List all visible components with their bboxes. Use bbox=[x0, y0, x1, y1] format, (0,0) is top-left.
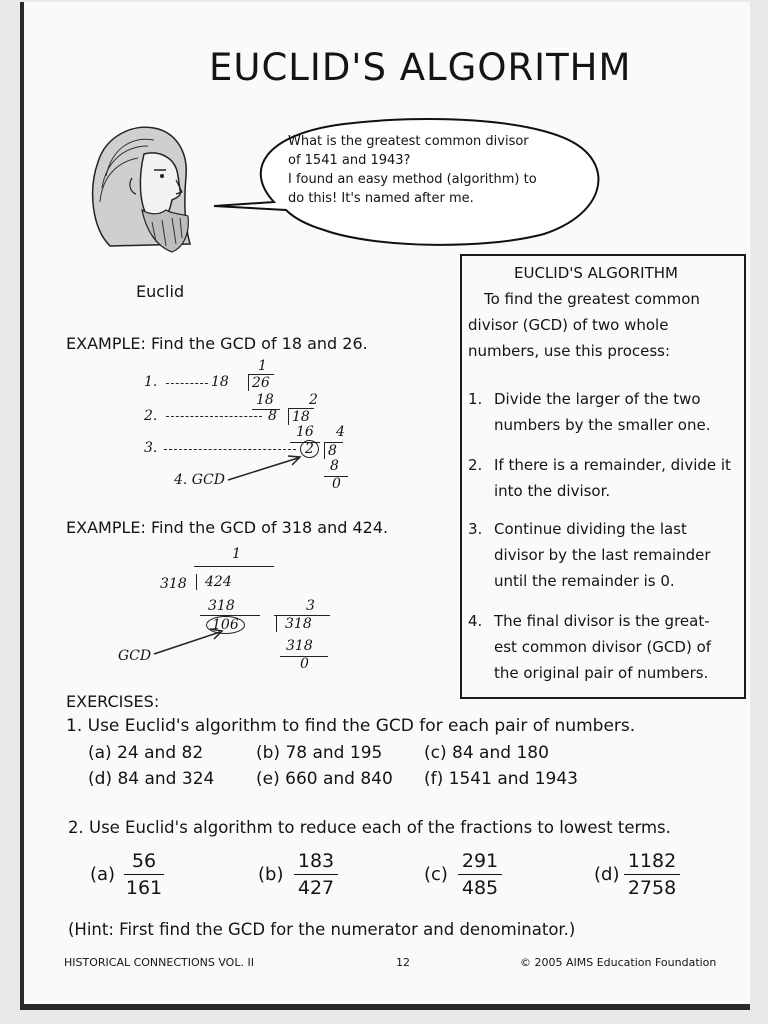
algorithm-step-line: Continue dividing the last bbox=[494, 520, 687, 538]
fraction bbox=[458, 850, 502, 899]
dividend: 18 bbox=[288, 408, 314, 425]
remainder: 0 bbox=[300, 656, 309, 672]
quotient: 4 bbox=[336, 424, 345, 440]
algorithm-step-line: If there is a remainder, divide it bbox=[494, 456, 731, 474]
step-label: 3. bbox=[144, 440, 158, 456]
numerator: 56 bbox=[124, 850, 164, 875]
fraction-label: (a) bbox=[90, 864, 116, 885]
algorithm-step-number: 2. bbox=[468, 456, 483, 474]
algorithm-step-number: 4. bbox=[468, 612, 483, 630]
algorithm-step-line: into the divisor. bbox=[494, 482, 611, 500]
speech-line: What is the greatest common divisor bbox=[288, 134, 529, 149]
divisor: 18 bbox=[211, 374, 229, 390]
exercise-pair: (b) 78 and 195 bbox=[256, 743, 383, 763]
dividend: 8 bbox=[324, 442, 343, 459]
gcd-circled-value: 106 bbox=[206, 616, 245, 634]
exercise-question-1: 1. Use Euclid's algorithm to find the GCD for each pair of numbers. bbox=[66, 716, 636, 736]
leader-line bbox=[164, 449, 296, 450]
algorithm-step-number: 1. bbox=[468, 390, 483, 408]
algorithm-intro-line: divisor (GCD) of two whole bbox=[468, 316, 669, 334]
leader-line bbox=[166, 416, 262, 417]
gcd-circled-value: 2 bbox=[300, 440, 319, 458]
algorithm-step-line: divisor by the last remainder bbox=[494, 546, 711, 564]
exercise-pair: (e) 660 and 840 bbox=[256, 769, 393, 789]
page-title: EUCLID'S ALGORITHM bbox=[209, 46, 632, 89]
step-label: 4. GCD bbox=[174, 472, 225, 488]
numerator: 1182 bbox=[624, 850, 680, 875]
dividend: 424 bbox=[196, 574, 236, 590]
algorithm-step-line: Divide the larger of the two bbox=[494, 390, 701, 408]
step-label: 1. bbox=[144, 374, 158, 390]
dividend: 318 bbox=[276, 616, 316, 632]
hint-text: (Hint: First find the GCD for the numerator and denominator.) bbox=[68, 920, 576, 939]
quotient: 2 bbox=[309, 392, 318, 408]
algorithm-step-line: the original pair of numbers. bbox=[494, 664, 709, 682]
fraction-label: (d) bbox=[594, 864, 620, 885]
product: 318 bbox=[208, 598, 235, 614]
product: 318 bbox=[286, 638, 313, 654]
quotient: 1 bbox=[258, 358, 267, 374]
exercise-pair: (f) 1541 and 1943 bbox=[424, 769, 578, 789]
dividend: 26 bbox=[248, 374, 274, 391]
page-number: 12 bbox=[396, 956, 410, 969]
product: 16 bbox=[296, 424, 314, 440]
remainder: 0 bbox=[332, 476, 341, 492]
product: 18 bbox=[256, 392, 274, 408]
denominator: 485 bbox=[461, 877, 499, 899]
algorithm-box bbox=[460, 254, 746, 699]
algorithm-step-line: numbers by the smaller one. bbox=[494, 416, 711, 434]
arrow-icon bbox=[224, 452, 304, 486]
algorithm-step-line: est common divisor (GCD) of bbox=[494, 638, 712, 656]
quotient: 3 bbox=[306, 598, 315, 614]
numerator: 183 bbox=[294, 850, 338, 875]
footer-copyright: © 2005 AIMS Education Foundation bbox=[520, 956, 717, 969]
remainder: 8 bbox=[268, 408, 277, 424]
step-label: 2. bbox=[144, 408, 158, 424]
fraction-label: (b) bbox=[258, 864, 284, 885]
algorithm-step-number: 3. bbox=[468, 520, 483, 538]
fraction bbox=[624, 850, 680, 899]
speech-bubble-text bbox=[288, 132, 537, 208]
denominator: 2758 bbox=[627, 877, 677, 899]
numerator: 291 bbox=[458, 850, 502, 875]
leader-line bbox=[166, 383, 208, 384]
fraction bbox=[294, 850, 338, 899]
denominator: 161 bbox=[125, 877, 163, 899]
speech-line: do this! It's named after me. bbox=[288, 191, 474, 206]
exercises-heading: EXERCISES: bbox=[66, 692, 160, 711]
exercise-pair: (a) 24 and 82 bbox=[88, 743, 204, 763]
denominator: 427 bbox=[297, 877, 335, 899]
worksheet-page bbox=[20, 2, 750, 1010]
divisor: 318 bbox=[160, 576, 187, 592]
product: 8 bbox=[330, 458, 339, 474]
exercise-pair: (c) 84 and 180 bbox=[424, 743, 549, 763]
algorithm-step-line: The final divisor is the great- bbox=[494, 612, 710, 630]
fraction-label: (c) bbox=[424, 864, 448, 885]
speech-line: of 1541 and 1943? bbox=[288, 153, 411, 168]
arrow-icon bbox=[150, 626, 226, 660]
algorithm-box-title: EUCLID'S ALGORITHM bbox=[514, 264, 678, 282]
fraction bbox=[124, 850, 164, 899]
algorithm-intro-line: numbers, use this process: bbox=[468, 342, 671, 360]
exercise-pair: (d) 84 and 324 bbox=[88, 769, 215, 789]
quotient: 1 bbox=[232, 546, 241, 562]
euclid-portrait bbox=[72, 118, 212, 258]
example2-heading: EXAMPLE: Find the GCD of 318 and 424. bbox=[66, 518, 389, 537]
division-bar bbox=[194, 566, 274, 567]
portrait-caption: Euclid bbox=[136, 282, 185, 301]
gcd-label: GCD bbox=[118, 648, 152, 664]
algorithm-intro-line: To find the greatest common bbox=[484, 290, 700, 308]
example1-heading: EXAMPLE: Find the GCD of 18 and 26. bbox=[66, 334, 368, 353]
algorithm-step-line: until the remainder is 0. bbox=[494, 572, 675, 590]
speech-line: I found an easy method (algorithm) to bbox=[288, 172, 537, 187]
footer-series: HISTORICAL CONNECTIONS VOL. II bbox=[64, 956, 254, 969]
exercise-question-2: 2. Use Euclid's algorithm to reduce each of the fractions to lowest terms. bbox=[68, 818, 671, 837]
